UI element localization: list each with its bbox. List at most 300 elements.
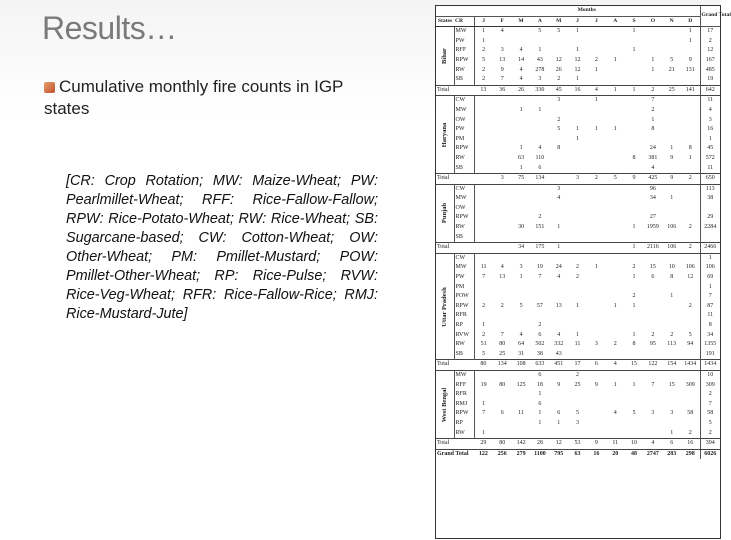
month-value: 142: [512, 439, 531, 450]
month-value: 3: [519, 264, 523, 271]
month-value: 13: [555, 302, 562, 309]
month-value: 2: [482, 47, 486, 54]
month-value: 3: [493, 174, 512, 185]
month-value: [568, 37, 587, 47]
month-value: [625, 400, 644, 410]
month-value: 15: [668, 381, 675, 388]
month-value: [625, 213, 644, 223]
month-value: 1100: [530, 449, 549, 459]
table-row: [436, 116, 720, 126]
month-value: 4: [538, 145, 542, 152]
month-value: 1: [538, 106, 542, 113]
month-value: [512, 135, 531, 145]
month-value: [549, 311, 568, 321]
month-value: 16: [681, 439, 700, 450]
row-total: [700, 204, 720, 214]
row-total: 2: [700, 429, 720, 439]
row-total: 17: [700, 27, 720, 37]
table-row: [436, 292, 720, 302]
crop-rotation-code: SB: [454, 75, 474, 85]
month-value: [606, 223, 625, 233]
month-value: 8: [632, 341, 636, 348]
month-value: [474, 419, 493, 429]
month-value: 4: [651, 164, 655, 171]
month-value: 502: [535, 341, 545, 348]
month-value: 1: [688, 28, 692, 35]
month-value: [493, 321, 512, 331]
month-value: 14: [518, 56, 525, 63]
row-total: 394: [700, 439, 720, 450]
table-row: [436, 321, 720, 331]
month-value: [474, 311, 493, 321]
month-value: 1: [613, 126, 617, 133]
state-total-row: [436, 174, 720, 185]
fire-count-table-image: [435, 5, 731, 539]
month-value: 96: [649, 185, 656, 192]
month-value: 12: [549, 439, 568, 450]
month-value: [587, 409, 606, 419]
month-value: 309: [685, 381, 695, 388]
month-value: [606, 213, 625, 223]
crop-rotation-legend: [CR: Crop Rotation; MW: Maize-Wheat; PW: Pearlmillet-Wheat; RFF: Rice-Fallow-Fallow; RPW: Rice-Potato-Wheat; RW: Rice-Wheat; SB: Sugarcane-based; CW: Cotton-Wheat; OW: Other-Wheat; PM: Pmillet-Mustard; POW: Pmillet-Other-Wheat; RP: Rice-Pulse; RVW: Rice-Veg-Wheat; RFR: Rice-Fallow-Rice; RMJ: Rice-Mustard-Jute]: [66, 173, 378, 322]
crop-rotation-code: PW: [454, 125, 474, 135]
month-value: [606, 194, 625, 204]
month-value: [493, 194, 512, 204]
month-value: [681, 311, 700, 321]
month-value: 8: [651, 126, 655, 133]
month-value: 5: [557, 28, 561, 35]
month-value: 3: [576, 419, 580, 426]
month-value: [662, 283, 681, 293]
row-total: 11: [700, 164, 720, 174]
month-value: 30: [518, 224, 525, 231]
month-value: 633: [530, 360, 549, 371]
bullet-text: Cumulative monthly fire counts in IGP states: [44, 77, 344, 118]
month-value: [662, 37, 681, 47]
month-value: 1: [538, 419, 542, 426]
month-value: 1: [688, 154, 692, 161]
month-value: 25: [574, 381, 581, 388]
table-row: [436, 409, 720, 419]
month-value: 34: [512, 243, 531, 254]
table-row: [436, 213, 720, 223]
month-value: 19: [536, 264, 543, 271]
month-value: [530, 292, 549, 302]
month-value: 20: [606, 449, 625, 459]
month-value: 2: [670, 331, 674, 338]
month-value: [643, 302, 662, 312]
month-value: [512, 370, 531, 380]
month-value: 36: [493, 85, 512, 96]
month-value: 1: [482, 322, 486, 328]
month-header: F: [493, 16, 512, 27]
month-value: [474, 174, 493, 185]
table-row: [436, 311, 720, 321]
month-value: [512, 311, 531, 321]
month-value: [606, 27, 625, 37]
month-value: 5: [688, 331, 692, 338]
total-label: Total: [436, 360, 474, 371]
row-total: 167: [700, 56, 720, 66]
month-value: [512, 213, 531, 223]
month-value: 4: [557, 195, 561, 202]
month-value: [625, 116, 644, 126]
month-value: [493, 164, 512, 174]
month-value: [587, 302, 606, 312]
row-total: 2284: [700, 223, 720, 233]
month-value: [530, 311, 549, 321]
month-value: [625, 184, 644, 194]
month-value: [681, 400, 700, 410]
row-total: 2: [700, 390, 720, 400]
month-value: [549, 213, 568, 223]
month-value: 17: [568, 360, 587, 371]
month-value: 7: [651, 381, 655, 388]
month-value: 9: [670, 154, 674, 161]
row-total: 1: [700, 283, 720, 293]
row-total: 38: [700, 194, 720, 204]
month-value: 1: [538, 391, 542, 398]
month-value: [643, 233, 662, 243]
month-value: 9: [625, 174, 644, 185]
row-total: 1: [700, 135, 720, 145]
month-value: 16: [587, 449, 606, 459]
month-value: 2: [681, 243, 700, 254]
month-value: 2: [613, 341, 617, 348]
month-value: [568, 350, 587, 360]
month-value: [662, 213, 681, 223]
row-total: 642: [700, 85, 720, 96]
row-total: 485: [700, 66, 720, 76]
month-value: 29: [474, 439, 493, 450]
month-value: [530, 125, 549, 135]
month-value: [587, 194, 606, 204]
month-value: [493, 204, 512, 214]
month-value: [587, 273, 606, 283]
month-value: [530, 194, 549, 204]
month-value: [474, 144, 493, 154]
month-value: [549, 429, 568, 439]
month-value: [606, 243, 625, 254]
table-row: [436, 390, 720, 400]
month-value: 1434: [681, 360, 700, 371]
month-value: [474, 164, 493, 174]
month-value: 1: [632, 224, 636, 231]
crop-rotation-code: PM: [454, 135, 474, 145]
crop-rotation-code: MW: [454, 106, 474, 116]
month-value: 134: [493, 360, 512, 371]
table-row: [436, 37, 720, 47]
row-total: 2: [700, 37, 720, 47]
month-value: [474, 106, 493, 116]
state-label: [436, 253, 454, 360]
month-value: [493, 233, 512, 243]
month-value: [587, 233, 606, 243]
month-value: 1: [632, 381, 636, 388]
month-value: 94: [687, 341, 694, 348]
month-value: 1: [519, 106, 523, 113]
month-value: [512, 233, 531, 243]
crop-rotation-code: RPW: [454, 56, 474, 66]
month-value: 2: [576, 274, 580, 281]
month-value: [643, 27, 662, 37]
table-row: [436, 350, 720, 360]
month-value: [625, 125, 644, 135]
row-total: 8: [700, 321, 720, 331]
month-value: 125: [516, 381, 526, 388]
month-value: [587, 144, 606, 154]
month-value: [587, 331, 606, 341]
table-row: [436, 283, 720, 293]
table-row: [436, 400, 720, 410]
month-value: 2: [482, 331, 486, 338]
month-value: [662, 164, 681, 174]
month-value: 19: [480, 381, 487, 388]
row-total: 1: [700, 253, 720, 263]
table-row: [436, 233, 720, 243]
month-value: 108: [512, 360, 531, 371]
month-value: [493, 419, 512, 429]
month-value: [512, 292, 531, 302]
month-value: [662, 96, 681, 106]
month-value: 25: [499, 350, 506, 357]
month-value: 2747: [643, 449, 662, 459]
state-total-row: [436, 85, 720, 96]
month-value: 134: [530, 174, 549, 185]
month-value: 1959: [646, 224, 659, 231]
month-value: 12: [555, 56, 562, 63]
month-value: [606, 292, 625, 302]
month-value: 5: [519, 302, 523, 309]
month-value: [530, 135, 549, 145]
month-value: 113: [667, 341, 677, 348]
crop-rotation-code: POW: [454, 292, 474, 302]
month-value: [549, 46, 568, 56]
month-value: [493, 400, 512, 410]
month-value: [662, 419, 681, 429]
month-value: [662, 125, 681, 135]
month-value: 9: [500, 66, 504, 73]
table-row: [436, 381, 720, 391]
month-value: [643, 283, 662, 293]
crop-rotation-code: SB: [454, 164, 474, 174]
month-value: [474, 135, 493, 145]
month-value: 4: [500, 264, 504, 271]
row-total: 10: [700, 370, 720, 380]
month-value: [681, 283, 700, 293]
month-value: [625, 66, 644, 76]
month-value: [587, 429, 606, 439]
table-row: [436, 302, 720, 312]
month-value: [625, 75, 644, 85]
row-total: [700, 233, 720, 243]
row-total: 650: [700, 174, 720, 185]
crop-rotation-code: RPW: [454, 302, 474, 312]
table-row: [436, 223, 720, 233]
month-value: [625, 283, 644, 293]
month-value: [474, 184, 493, 194]
crop-rotation-code: MW: [454, 194, 474, 204]
month-value: [530, 96, 549, 106]
table-row: [436, 144, 720, 154]
month-header: O: [643, 16, 662, 27]
month-value: 6: [662, 439, 681, 450]
total-label: Total: [436, 439, 474, 450]
month-value: 5: [557, 126, 561, 133]
month-value: [587, 419, 606, 429]
month-value: [568, 283, 587, 293]
month-value: [625, 144, 644, 154]
month-value: [530, 283, 549, 293]
month-value: 34: [649, 195, 656, 202]
month-value: [681, 106, 700, 116]
month-value: [606, 350, 625, 360]
month-value: 2: [576, 371, 580, 378]
state-name: Bihar: [440, 48, 448, 64]
month-value: [643, 400, 662, 410]
month-value: 2: [482, 66, 486, 73]
month-value: [662, 370, 681, 380]
month-value: 7: [482, 274, 486, 281]
month-value: [530, 429, 549, 439]
month-value: [662, 350, 681, 360]
crop-rotation-code: MW: [454, 27, 474, 37]
month-value: 8: [632, 154, 636, 161]
month-value: 1: [651, 116, 655, 123]
month-value: [549, 106, 568, 116]
month-value: 1: [688, 37, 692, 44]
month-value: [681, 184, 700, 194]
table-row: [436, 204, 720, 214]
month-value: 2: [643, 85, 662, 96]
month-value: [662, 400, 681, 410]
table-row: [436, 263, 720, 273]
month-header: J: [474, 16, 493, 27]
month-value: [643, 429, 662, 439]
month-value: [530, 37, 549, 47]
month-value: 4: [519, 76, 523, 83]
month-value: 1: [651, 56, 655, 63]
month-value: 63: [518, 154, 525, 161]
crop-rotation-code: RW: [454, 66, 474, 76]
month-value: [662, 321, 681, 331]
month-value: [606, 419, 625, 429]
month-value: [474, 116, 493, 126]
month-value: 9: [662, 174, 681, 185]
month-header: M: [549, 16, 568, 27]
month-value: 298: [681, 449, 700, 459]
total-label: Total: [436, 243, 474, 254]
month-value: 2: [538, 322, 542, 328]
month-value: 1: [594, 97, 598, 104]
month-value: 8: [557, 145, 561, 152]
month-value: [493, 223, 512, 233]
month-value: [662, 302, 681, 312]
total-label: Total: [436, 174, 474, 185]
month-value: 2: [557, 116, 561, 123]
month-value: 1: [594, 66, 598, 73]
row-total: 6026: [700, 449, 720, 459]
month-value: [681, 213, 700, 223]
month-value: [643, 204, 662, 214]
month-value: [568, 321, 587, 331]
month-value: 75: [512, 174, 531, 185]
month-value: 1: [576, 331, 580, 338]
state-total-row: [436, 360, 720, 371]
month-value: 1: [632, 331, 636, 338]
crop-rotation-code: RFF: [454, 381, 474, 391]
month-value: 141: [681, 85, 700, 96]
month-value: [568, 194, 587, 204]
month-value: [625, 321, 644, 331]
crop-rotation-code: RVW: [454, 331, 474, 341]
month-value: [568, 400, 587, 410]
month-value: [625, 37, 644, 47]
month-value: [587, 46, 606, 56]
crop-rotation-code: RP: [454, 419, 474, 429]
month-value: [474, 390, 493, 400]
crop-rotation-code: RW: [454, 154, 474, 164]
month-value: [681, 233, 700, 243]
crop-rotation-code: RP: [454, 321, 474, 331]
month-value: 795: [549, 449, 568, 459]
month-value: 1: [519, 164, 523, 171]
month-value: [568, 429, 587, 439]
month-value: [606, 135, 625, 145]
month-value: 26: [512, 85, 531, 96]
month-value: [493, 106, 512, 116]
month-value: [549, 292, 568, 302]
month-value: [493, 116, 512, 126]
month-value: [625, 96, 644, 106]
month-value: 2: [482, 302, 486, 309]
grand-total-row: [436, 449, 720, 459]
month-value: 2116: [643, 243, 662, 254]
month-value: 2: [576, 264, 580, 271]
row-total: 34: [700, 331, 720, 341]
month-value: 4: [519, 331, 523, 338]
crop-rotation-code: RPW: [454, 409, 474, 419]
crop-rotation-code: PW: [454, 37, 474, 47]
month-value: [606, 75, 625, 85]
month-value: [625, 56, 644, 66]
month-value: 1: [576, 302, 580, 309]
month-value: [662, 27, 681, 37]
crop-rotation-code: RW: [454, 340, 474, 350]
month-value: [662, 116, 681, 126]
month-value: [681, 135, 700, 145]
month-value: 2: [681, 174, 700, 185]
table-row: [436, 75, 720, 85]
month-value: [606, 204, 625, 214]
month-value: [643, 370, 662, 380]
month-value: 9: [594, 381, 598, 388]
month-value: 4: [643, 439, 662, 450]
month-value: [587, 400, 606, 410]
table-row: [436, 125, 720, 135]
row-total: 87: [700, 302, 720, 312]
month-value: [587, 106, 606, 116]
month-value: [606, 154, 625, 164]
month-value: 31: [518, 350, 525, 357]
month-value: [587, 243, 606, 254]
table-row: [436, 419, 720, 429]
state-label: [436, 370, 454, 438]
month-value: [606, 106, 625, 116]
month-value: [643, 390, 662, 400]
month-value: 1: [482, 400, 486, 407]
month-value: 256: [493, 449, 512, 459]
